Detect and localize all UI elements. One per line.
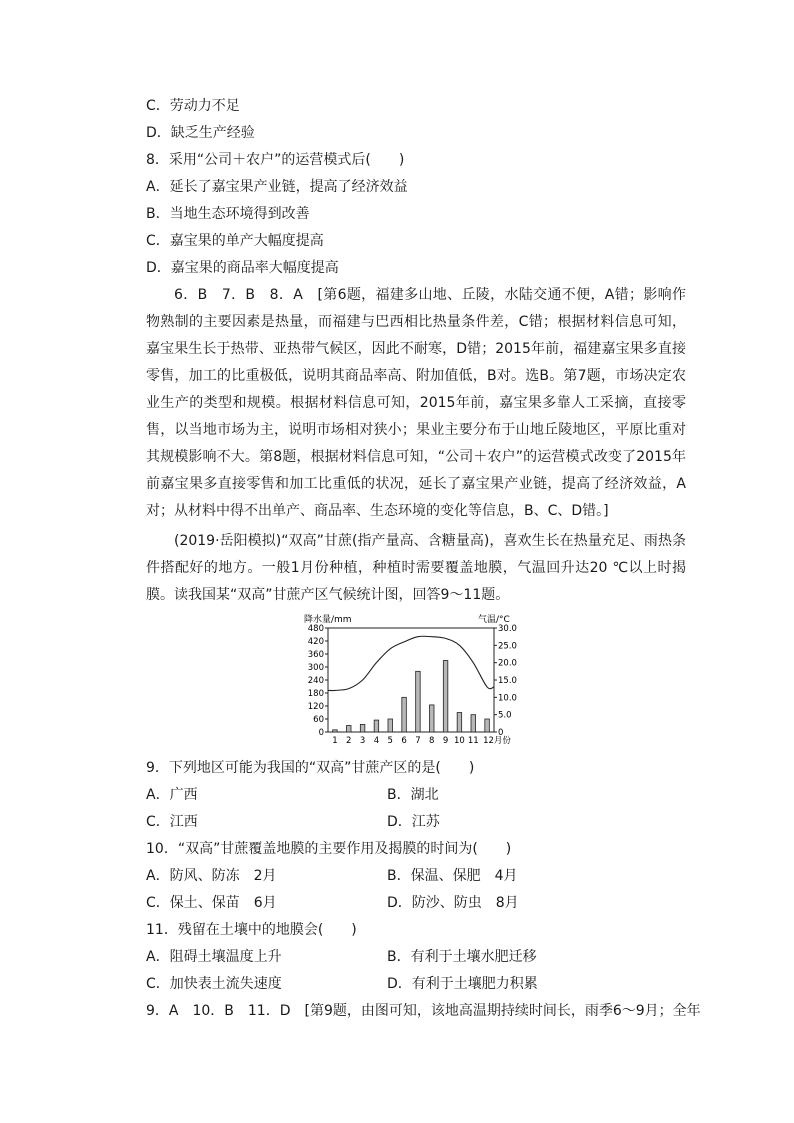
question-10-option-c: C．保土、保苗 6月 [146, 895, 277, 911]
question-11-option-b: B．有利于土壤水肥迁移 [387, 949, 537, 965]
question-8-option-d: D．嘉宝果的商品率大幅度提高 [146, 260, 339, 276]
precip-bar [416, 671, 421, 732]
precip-tick-label: 120 [307, 702, 324, 712]
temp-tick-label: 15.0 [498, 676, 517, 686]
month-label: 7 [415, 736, 421, 746]
precip-bar [360, 724, 365, 732]
question-10-option-b: B．保温、保肥 4月 [387, 868, 518, 884]
question-8-option-a: A．延长了嘉宝果产业链，提高了经济效益 [146, 179, 408, 195]
month-label: 4 [373, 736, 380, 746]
temp-tick-label: 10.0 [498, 693, 517, 704]
month-label: 5 [387, 736, 393, 746]
precip-bar [430, 705, 435, 732]
month-label: 8 [429, 736, 435, 746]
temp-tick-label: 0 [498, 728, 504, 738]
precip-bar [388, 719, 393, 732]
precip-bar [457, 713, 462, 733]
climate-chart [296, 612, 526, 748]
precip-tick-label: 180 [307, 689, 324, 699]
temperature-curve [328, 636, 494, 690]
temp-tick-label: 30.0 [498, 624, 517, 634]
precip-tick-label: 300 [307, 663, 324, 673]
precip-bar [333, 730, 338, 732]
question-9-option-c: C．江西 [146, 814, 198, 830]
precip-tick-label: 360 [307, 650, 324, 660]
month-label: 1 [332, 736, 338, 746]
precip-axis-label: 降水量/mm [304, 615, 352, 625]
temp-axis-label: 气温/°C [478, 615, 510, 625]
month-label: 12月份 [483, 736, 511, 746]
question-9-stem: 9．下列地区可能为我国的“双高”甘蔗产区的是( ) [146, 760, 475, 776]
precip-bar [443, 661, 448, 733]
precip-bar [347, 726, 352, 733]
precip-bar [374, 720, 379, 732]
month-label: 10 [454, 736, 465, 746]
temp-tick-label: 20.0 [498, 658, 517, 669]
question-10-option-a: A．防风、防冻 2月 [146, 868, 277, 884]
month-label: 11 [467, 736, 479, 746]
answer-6-8: 6．B 7．B 8．A [第6题，福建多山地、丘陵，水陆交通不便，A错；影响作物熟制的主要因素是热量，而福建与巴西相比热量条件差，C错；根据材料信息可知，嘉宝果生长于热带、亚热带气候区，因此不耐寒，D错；2015年前，福建嘉宝果多直接零售，加工的比重极低，说明其商品率高、附加值低，B对。选B。第7题，市场决定农业生产的类型和规模。根据材料信息可知，2015年前，嘉宝果多靠人工采摘，直接零售，以当地市场为主，说明市场相对狭小；果业主要分布于山地丘陵地区，平原比重对其规模影响不大。第8题，根据材料信息可知，“公司＋农户”的运营模式改变了2015年前嘉宝果多直接零售和加工比重低的状况，延长了嘉宝果产业链，提高了经济效益，A对；从材料中得不出单产、商品率、生态环境的变化等信息，B、C、D错。] [146, 287, 686, 519]
temp-tick-label: 5.0 [498, 710, 512, 721]
precip-tick-label: 420 [307, 637, 324, 647]
question-10-stem: 10．“双高”甘蔗覆盖地膜的主要作用及揭膜的时间为( ) [146, 841, 512, 857]
month-label: 2 [346, 736, 352, 746]
month-label: 6 [401, 736, 407, 746]
question-11-option-a: A．阻碍土壤温度上升 [146, 949, 282, 965]
question-8-option-b: B．当地生态环境得到改善 [146, 206, 310, 222]
month-label: 9 [442, 736, 449, 746]
precip-tick-label: 0 [318, 728, 324, 738]
option-d-prev: D．缺乏生产经验 [146, 125, 255, 141]
answer-9-11: 9．A 10．B 11．D [第9题，由图可知，该地高温期持续时间长，雨季6～9月；全年 [146, 1003, 701, 1019]
option-c-prev: C．劳动力不足 [146, 98, 240, 114]
chart-plot [308, 624, 517, 746]
precip-tick-label: 60 [313, 715, 324, 725]
question-8-stem: 8．采用“公司＋农户”的运营模式后( ) [146, 152, 405, 168]
precip-bar [485, 719, 490, 732]
question-11-option-c: C．加快表土流失速度 [146, 976, 282, 992]
question-9-option-d: D．江苏 [387, 814, 440, 830]
precip-tick-label: 240 [307, 676, 324, 686]
temp-tick-label: 25.0 [498, 641, 517, 652]
question-8-option-c: C．嘉宝果的单产大幅度提高 [146, 233, 324, 249]
month-label: 3 [359, 736, 366, 746]
plot-frame [328, 628, 494, 732]
question-11-stem: 11．残留在土壤中的地膜会( ) [146, 922, 357, 938]
question-10-option-d: D．防沙、防虫 8月 [387, 895, 519, 911]
question-9-option-a: A．广西 [146, 787, 198, 803]
question-9-option-b: B．湖北 [387, 787, 439, 803]
question-11-option-d: D．有利于土壤肥力积累 [387, 976, 538, 992]
material-intro: (2019·岳阳模拟)“双高”甘蔗(指产量高、含糖量高)，喜欢生长在热量充足、雨热条件搭配好的地方。一般1月份种植，种植时需要覆盖地膜，气温回升达20 ℃以上时揭膜。读我国某“双高”甘蔗产区气候统计图，回答9～11题。 [146, 533, 686, 603]
precip-bar [402, 697, 407, 732]
precip-bar [471, 715, 476, 732]
precip-tick-label: 480 [307, 624, 324, 634]
